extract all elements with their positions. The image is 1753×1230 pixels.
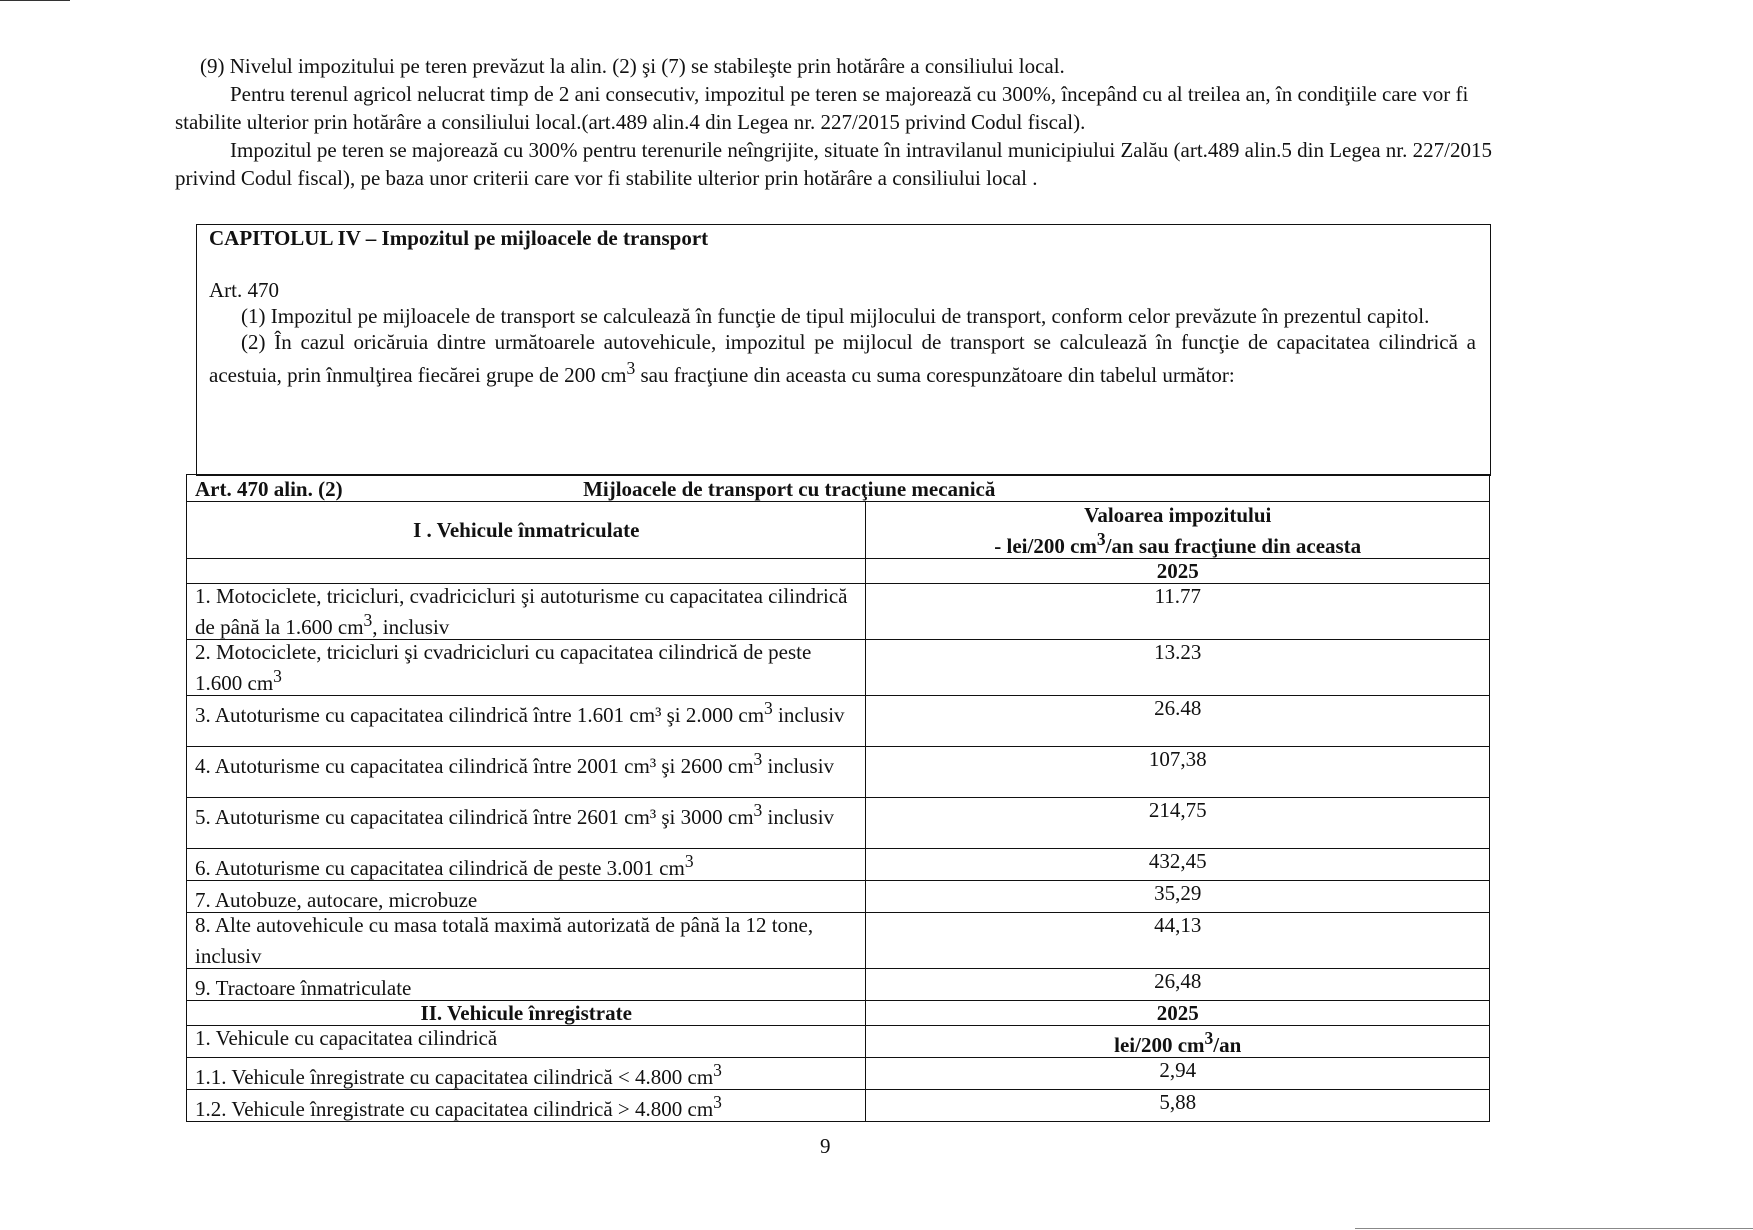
year-header: 2025	[866, 559, 1490, 584]
vehicle-category: 2. Motociclete, tricicluri şi cvadricicluri cu capacitatea cilindrică de peste 1.600 $cm^3$	[187, 640, 866, 696]
tax-value: 11.77	[866, 584, 1490, 640]
section2-row-label: 1. Vehicule cu capacitatea cilindrică	[187, 1026, 866, 1058]
table-row	[187, 640, 1490, 696]
intro-paragraph-9: (9) Nivelul impozitului pe teren prevăzut la alin. (2) şi (7) se stabileşte prin hotărâre a consiliului local.	[200, 54, 1065, 78]
section2-header-row	[187, 1001, 1490, 1026]
chapter-box	[196, 224, 1491, 476]
tax-value: 432,45	[866, 849, 1490, 881]
table-row	[187, 696, 1490, 747]
article-paragraph-1: (1) Impozitul pe mijloacele de transport se calculează în funcţie de tipul mijlocului de transport, conform celor prevăzute în prezentul capitol.	[241, 304, 1430, 328]
table-row	[187, 584, 1490, 640]
tax-value: 214,75	[866, 798, 1490, 849]
table-row	[187, 969, 1490, 1001]
section2-year: 2025	[866, 1001, 1490, 1026]
vehicle-category: 3. Autoturisme cu capacitatea cilindrică între 1.601 cm³ şi 2.000 $cm^3$ inclusiv	[187, 696, 866, 747]
tax-value: 5,88	[866, 1090, 1490, 1122]
vehicle-category: 1. Motociclete, tricicluri, cvadricicluri şi autoturisme cu capacitatea cilindrică de până la 1.600 $cm^3$, inclusiv	[187, 584, 866, 640]
section2-title: II. Vehicule înregistrate	[187, 1001, 866, 1026]
tax-value: 107,38	[866, 747, 1490, 798]
page-number: 9	[820, 1134, 831, 1158]
table-header-row	[187, 502, 1490, 559]
tax-value: 26,48	[866, 969, 1490, 1001]
scan-edge-mark	[0, 0, 70, 1]
footer-line	[1355, 1228, 1753, 1229]
tax-value: 2,94	[866, 1058, 1490, 1090]
table-row	[187, 849, 1490, 881]
tax-value: 13.23	[866, 640, 1490, 696]
table-caption-row	[187, 475, 1490, 502]
table-reference: Art. 470 alin. (2)	[195, 477, 343, 501]
value-header: Valoarea impozitului - lei/200 $cm^3/an$ sau fracţiune din aceasta	[866, 502, 1490, 559]
vehicle-category: 7. Autobuze, autocare, microbuze	[187, 881, 866, 913]
article-paragraph-2: (2) În cazul oricăruia dintre următoarele autovehicule, impozitul pe mijlocul de transport se calculează în funcţie de capacitatea cilindrică a acestuia, prin înmulţirea fiecărei grupe de 200 $cm^3$ sau fracţiune din aceasta cu suma corespunzătoare din tabelul următor:	[209, 330, 1476, 387]
table-row	[187, 913, 1490, 969]
intro-text	[175, 52, 1505, 192]
vehicle-category: 6. Autoturisme cu capacitatea cilindrică de peste 3.001 $cm^3$	[187, 849, 866, 881]
section2-unit: lei/200 $cm^3/an$	[866, 1026, 1490, 1058]
tax-value: 44,13	[866, 913, 1490, 969]
vehicle-category: 9. Tractoare înmatriculate	[187, 969, 866, 1001]
tax-value: 35,29	[866, 881, 1490, 913]
table-caption: Mijloacele de transport cu tracţiune mecanică	[583, 477, 996, 501]
table-row	[187, 747, 1490, 798]
table-row	[187, 881, 1490, 913]
table-row	[187, 798, 1490, 849]
year-row	[187, 559, 1490, 584]
article-number: Art. 470	[209, 278, 279, 302]
section1-title: I . Vehicule înmatriculate	[187, 502, 866, 559]
intro-paragraph-agricultural: Pentru terenul agricol nelucrat timp de 2 ani consecutiv, impozitul pe teren se majorează cu 300%, începând cu al treilea an, în condiţiile care vor fi stabilite ulterior prin hotărâre a consiliului local.(art.489 alin.4 din Legea nr. 227/2015 privind Codul fiscal).	[175, 82, 1469, 134]
chapter-title: CAPITOLUL IV – Impozitul pe mijloacele de transport	[209, 226, 709, 250]
vehicle-category: 8. Alte autovehicule cu masa totală maximă autorizată de până la 12 tone, inclusiv	[187, 913, 866, 969]
table-row	[187, 1090, 1490, 1122]
intro-paragraph-neglected-land: Impozitul pe teren se majorează cu 300% pentru terenurile neîngrijite, situate în intravilanul municipiului Zalău (art.489 alin.5 din Legea nr. 227/2015 privind Codul fiscal), pe baza unor criterii care vor fi stabilite ulterior prin hotărâre a consiliului local .	[175, 138, 1492, 190]
vehicle-category: 5. Autoturisme cu capacitatea cilindrică între 2601 cm³ şi 3000 $cm^3$ inclusiv	[187, 798, 866, 849]
section2-subheader-row	[187, 1026, 1490, 1058]
vehicle-category: 4. Autoturisme cu capacitatea cilindrică între 2001 cm³ şi 2600 $cm^3$ inclusiv	[187, 747, 866, 798]
vehicle-category: 1.2. Vehicule înregistrate cu capacitatea cilindrică > 4.800 $cm^3$	[187, 1090, 866, 1122]
table-row	[187, 1058, 1490, 1090]
tax-value: 26.48	[866, 696, 1490, 747]
transport-tax-table	[186, 474, 1490, 1122]
vehicle-category: 1.1. Vehicule înregistrate cu capacitatea cilindrică < 4.800 $cm^3$	[187, 1058, 866, 1090]
